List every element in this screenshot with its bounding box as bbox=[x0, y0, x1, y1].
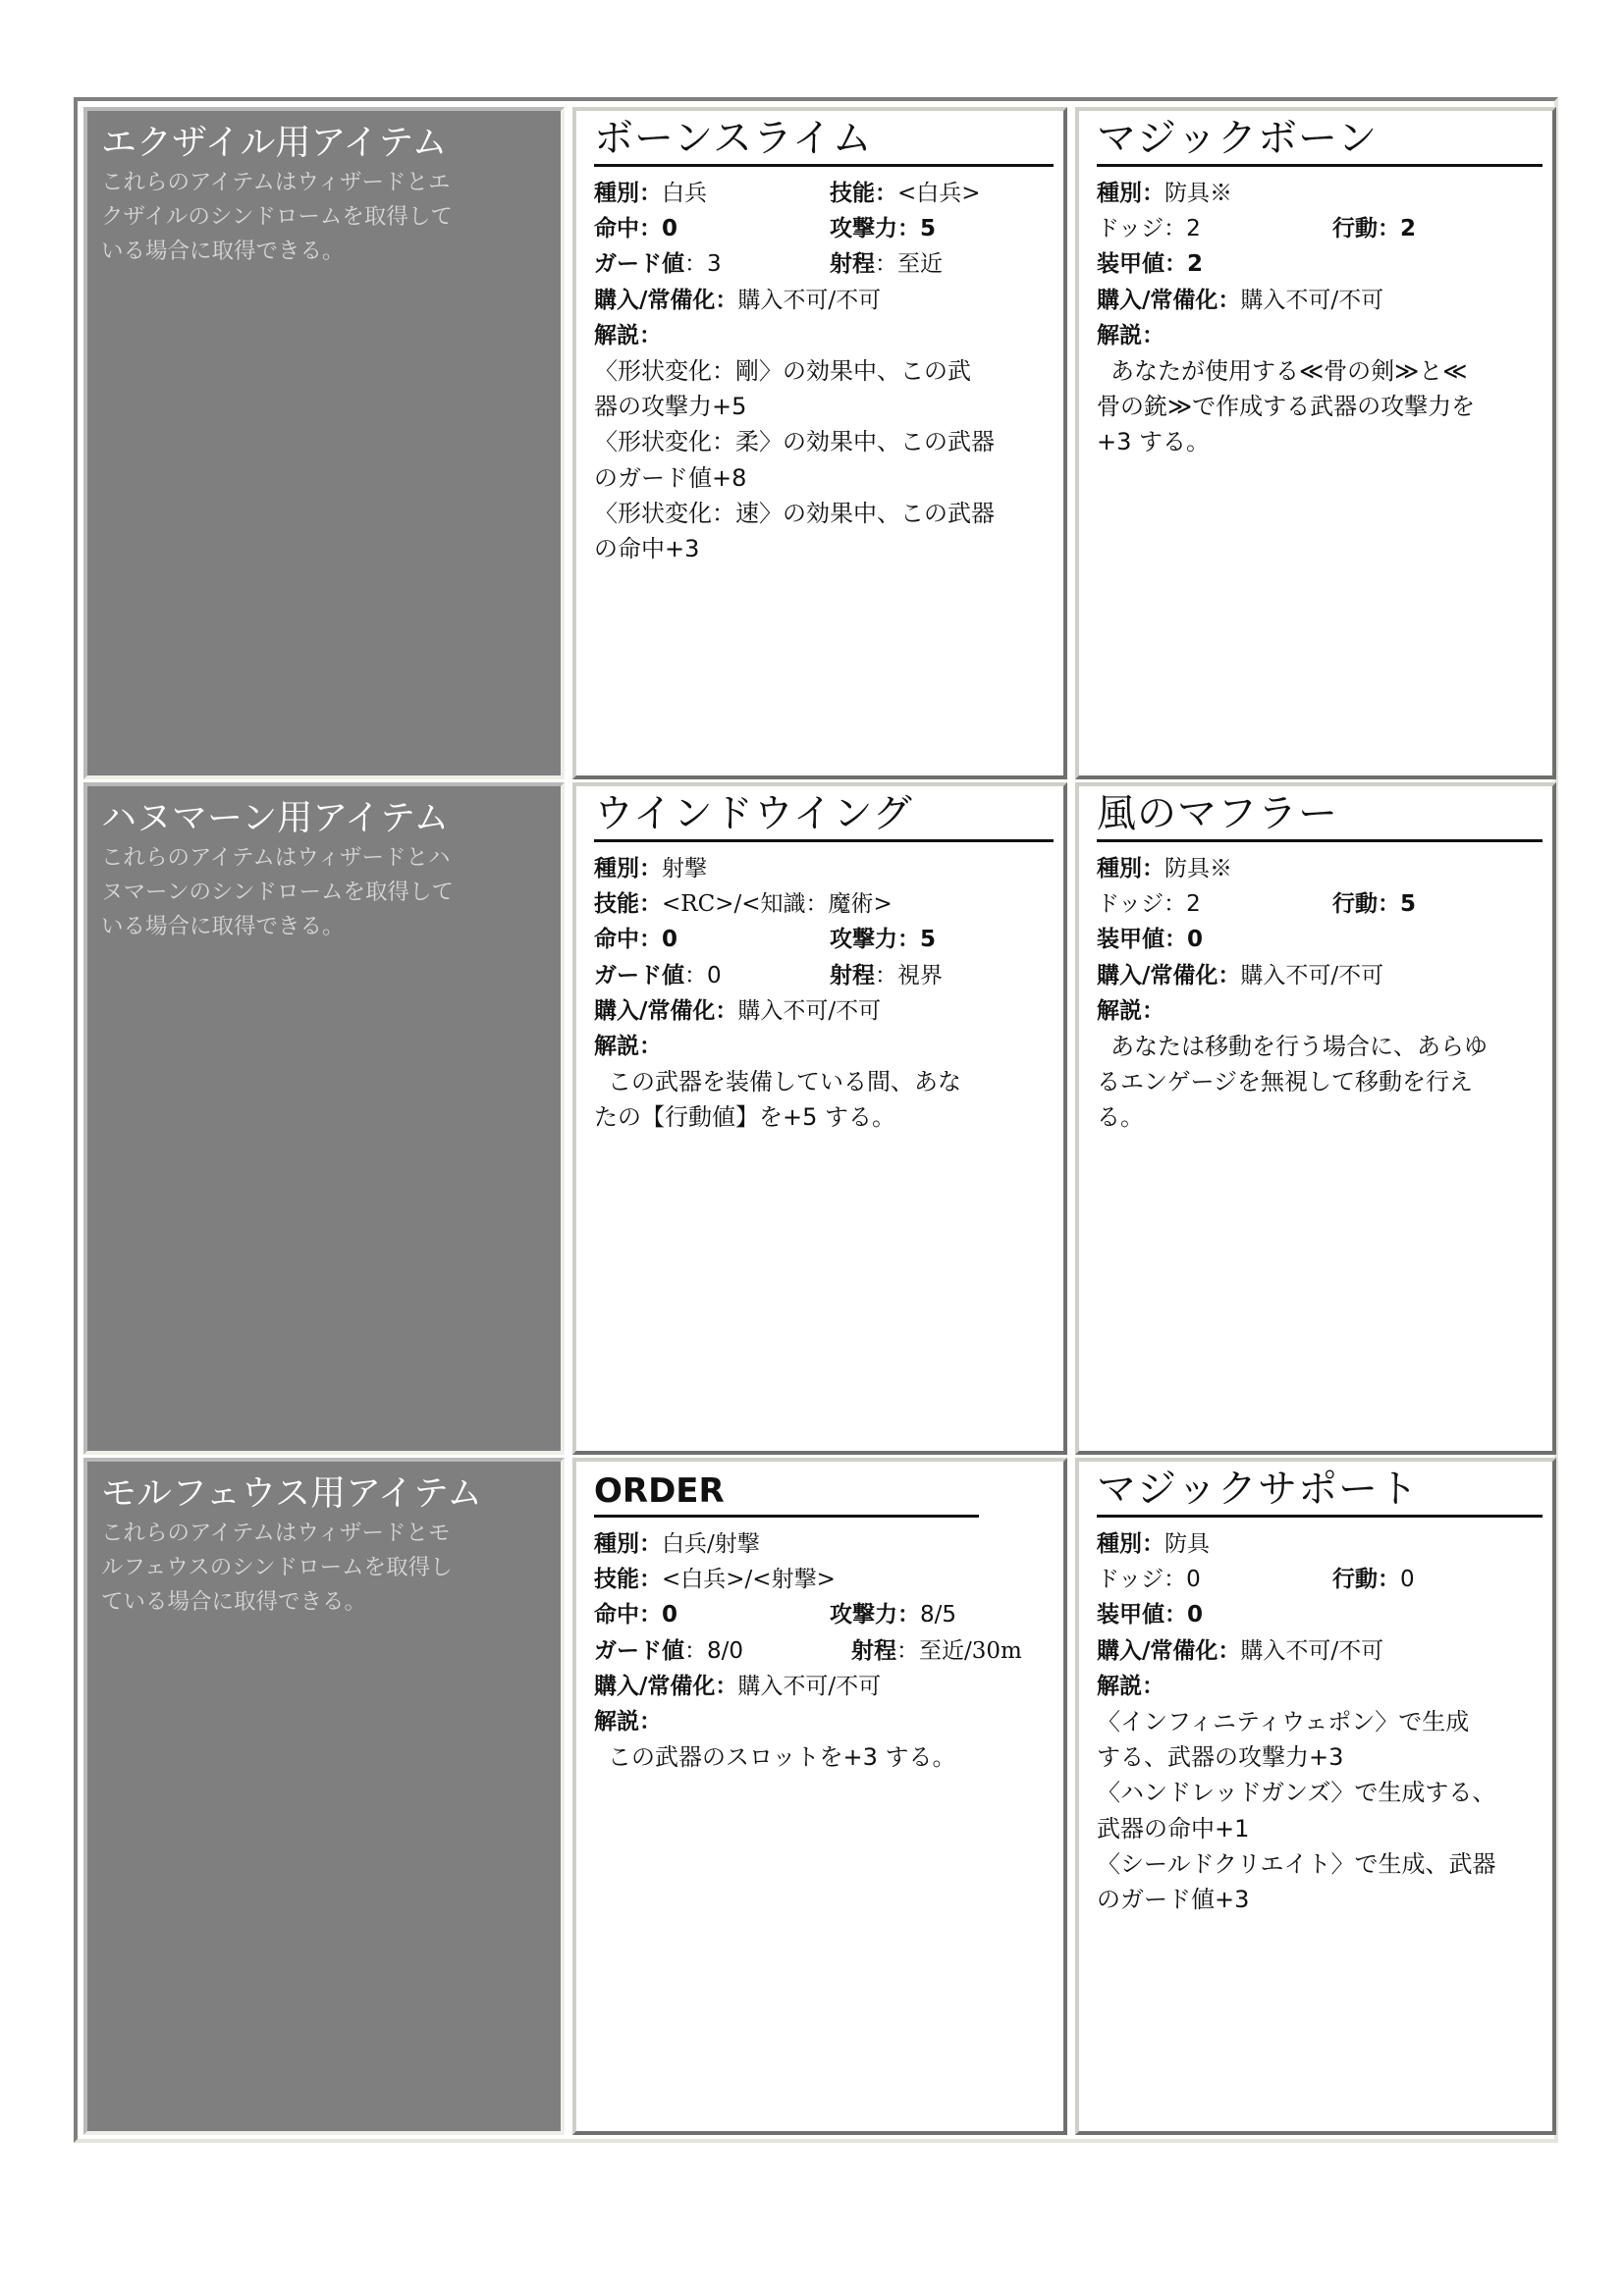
item-card-wind-wing bbox=[572, 782, 1067, 1455]
item-card-bone-slime bbox=[572, 107, 1067, 779]
section-description: これらのアイテムはウィザードとハ ヌマーンのシンドロームを取得して いる場合に取得できる。 bbox=[101, 845, 454, 939]
item-title: マジックボーン bbox=[1097, 117, 1543, 167]
section-description: これらのアイテムはウィザードとモ ルフェウスのシンドロームを取得し ている場合に取得できる。 bbox=[101, 1521, 453, 1615]
item-card-wind-muffler bbox=[1075, 782, 1556, 1455]
item-description: あなたは移動を行う場合に、あらゆ るエンゲージを無視して移動を行え る。 bbox=[1097, 1032, 1488, 1132]
item-description: あなたが使用する≪骨の剣≫と≪ 骨の銃≫で作成する武器の攻撃力を +3 する。 bbox=[1097, 356, 1476, 456]
exile-section-panel bbox=[83, 107, 565, 779]
item-card-order bbox=[572, 1458, 1067, 2135]
item-card-magic-bone bbox=[1075, 107, 1556, 779]
item-stats: 種別：白兵/射撃 技能：<白兵>/<射撃> 命中：0 攻撃力：8/5 ガード値：8/0 射程：至近/30m 購入/常備化：購入不可/不可 解説： この武器のスロットを+3 する。 bbox=[594, 1526, 1050, 1775]
morpheus-section-panel bbox=[83, 1458, 565, 2135]
section-description: これらのアイテムはウィザードとエ クザイルのシンドロームを取得して いる場合に取得できる。 bbox=[101, 170, 453, 264]
item-stats: 種別：防具※ ドッジ：2 行動：2 装甲値：2 購入/常備化：購入不可/不可 解説： あなたが使用する≪骨の剣≫と≪ 骨の銃≫で作成する武器の攻撃力を +3 する。 bbox=[1097, 176, 1539, 460]
hanuman-section-panel bbox=[83, 782, 565, 1455]
item-description: 〈形状変化：剛〉の効果中、この武 器の攻撃力+5 〈形状変化：柔〉の効果中、この武器 のガード値+8 〈形状変化：速〉の効果中、この武器 の命中+3 bbox=[594, 356, 995, 562]
item-table bbox=[74, 97, 1558, 2143]
section-title: エクザイル用アイテム bbox=[101, 123, 448, 163]
section-title: ハヌマーン用アイテム bbox=[101, 798, 450, 838]
item-stats: 種別：白兵 技能：<白兵> 命中：0 攻撃力：5 ガード値：3 射程：至近 購入/常備化：購入不可/不可 解説： 〈形状変化：剛〉の効果中、この武 器の攻撃力+5 〈形状変化：柔〉の効果中、この武器 のガード値+8 〈形状変化：速〉の効果中、この武器 の命中+3 bbox=[594, 176, 1050, 566]
item-title: 風のマフラー bbox=[1097, 792, 1543, 842]
item-description: 〈インフィニティウェポン〉で生成 する、武器の攻撃力+3 〈ハンドレッドガンズ〉で生成する、 武器の命中+1 〈シールドクリエイト〉で生成、武器 のガード値+3 bbox=[1097, 1707, 1496, 1913]
item-title: ORDER bbox=[594, 1468, 979, 1518]
item-title: ボーンスライム bbox=[594, 117, 1054, 167]
item-stats: 種別：射撃 技能：<RC>/<知識：魔術> 命中：0 攻撃力：5 ガード値：0 射程：視界 購入/常備化：購入不可/不可 解説： この武器を装備している間、あな たの【行動値】を+5 する。 bbox=[594, 851, 1050, 1136]
section-title: モルフェウス用アイテム bbox=[101, 1473, 483, 1514]
item-title: ウインドウイング bbox=[594, 792, 1054, 842]
item-card-magic-support bbox=[1075, 1458, 1556, 2135]
item-description: この武器を装備している間、あな たの【行動値】を+5 する。 bbox=[594, 1068, 961, 1132]
item-stats: 種別：防具※ ドッジ：2 行動：5 装甲値：0 購入/常備化：購入不可/不可 解説： あなたは移動を行う場合に、あらゆ るエンゲージを無視して移動を行え る。 bbox=[1097, 851, 1539, 1136]
item-description: この武器のスロットを+3 する。 bbox=[608, 1743, 956, 1772]
item-stats: 種別：防具 ドッジ：0 行動：0 装甲値：0 購入/常備化：購入不可/不可 解説： 〈インフィニティウェポン〉で生成 する、武器の攻撃力+3 〈ハンドレッドガンズ〉で生成する、 武器の命中+1 〈シールドクリエイト〉で生成、武器 のガード値+3 bbox=[1097, 1526, 1539, 1917]
item-title: マジックサポート bbox=[1097, 1468, 1543, 1518]
